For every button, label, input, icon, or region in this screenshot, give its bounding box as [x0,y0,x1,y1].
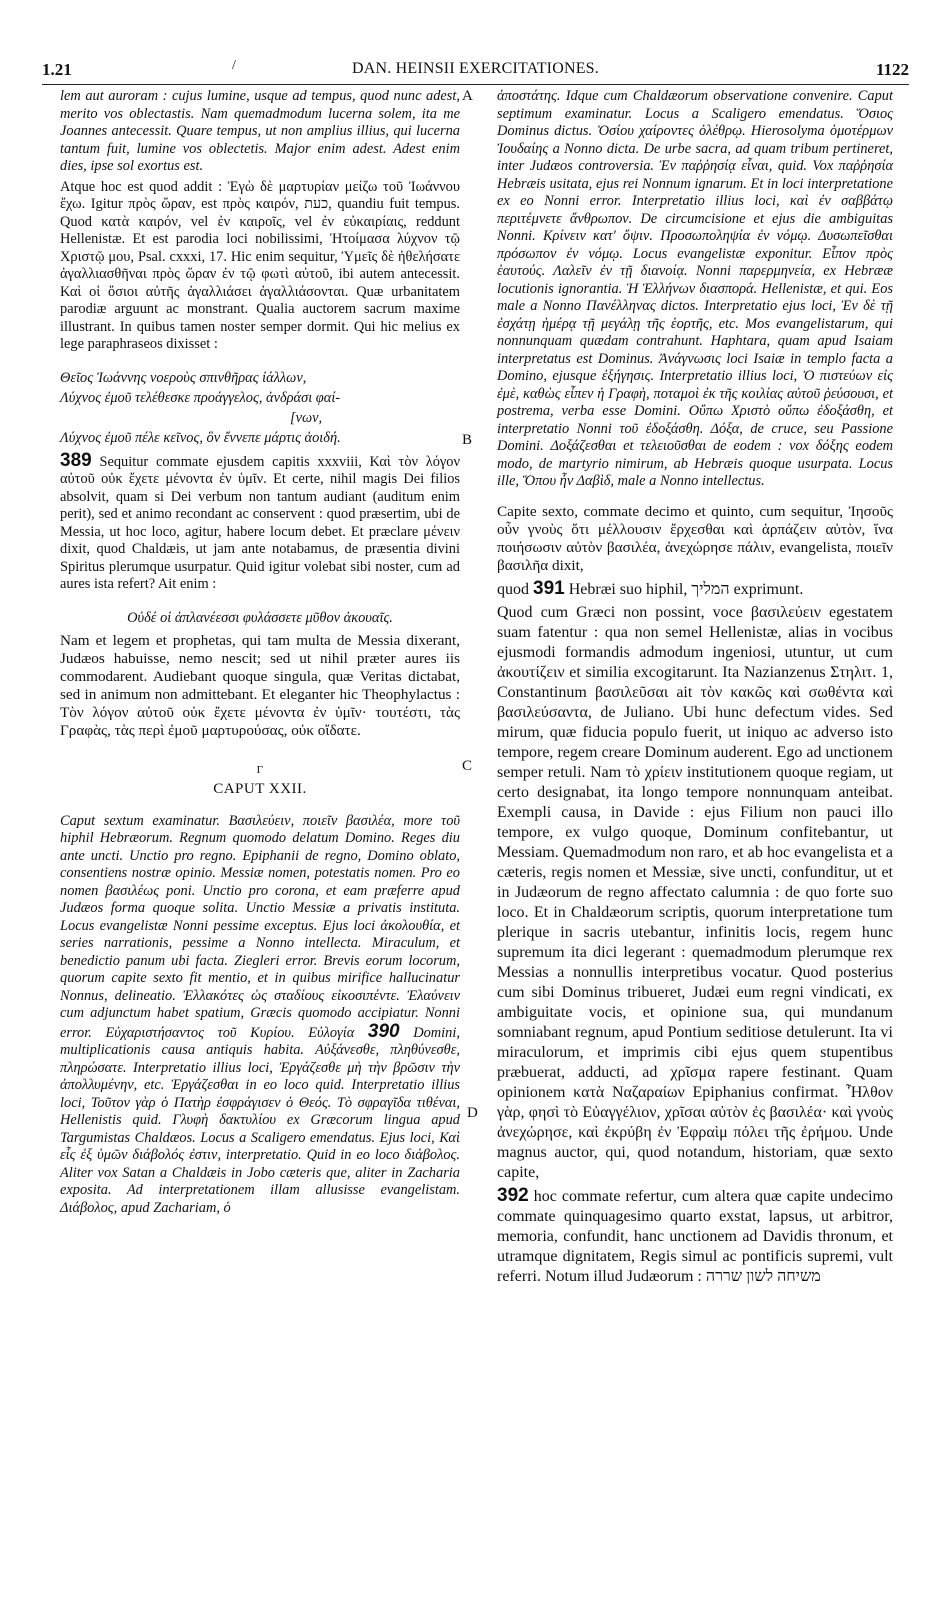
left-column [60,88,460,1217]
right-column [497,88,893,1287]
left-column-number: 1.21 [42,60,72,79]
section-marker-b: B [462,432,473,448]
tick-mark: / [232,58,236,73]
paragraph: Nam et legem et prophetas, qui tam multa de Messia dixerant, Judæos habuisse, nemo nescit; sed ut nihil præter aures iis commodarent. Audiebant quoque singula, quæ Veritas dictabat, sed in animum non admittebant. Et eleganter hic Theophylactus : Τὸν λόγον αὐτοῦ οὐκ ἔχετε μένοντα ἐν ὑμῖν· τουτέστι, τὰς Γραφὰς, τὰς περὶ ἐμοῦ μαρτυρούσας, οὐκ οἴδατε. [60,631,460,739]
paragraph: lem aut auroram : cujus lumine, usque ad tempus, quod nunc adest, merito vos oblectastis. Nam quemadmodum lucerna solem, ita me Joannes antecessit. Quare tempus, ut non amplius illius, qui lucerna tantum fuit, lumine vos oblectetis. Major enim adest. Adest enim dies, ipse sol exortus est. [60,88,460,174]
chapter-mark: Γ [256,763,264,776]
margin-number: 391 [533,577,565,599]
paragraph: Capite sexto, commate decimo et quinto, cum sequitur, Ἰησοῦς οὖν γνοὺς ὅτι μέλλουσιν ἔρχεσθαι καὶ ἁρπάζειν αὐτὸν, ἵνα ποιήσωσιν αὐτὸν βασιλέα, ἀνεχώρησε πάλιν, evangelista, ποιεῖν βασιλῆα dixit, [497,502,893,574]
margin-number: 389 [60,449,92,471]
chapter-heading [60,762,460,799]
section-marker-d: D [467,1105,478,1121]
paragraph: Sequitur commate ejusdem capitis xxxviii, Καὶ τὸν λόγον αὐτοῦ οὐκ ἔχετε μένοντα ἐν ὑμῖν. Et certe, nihil magis Dei filios absolvit, quam si Dei verbum non tantum audiant (auditum enim perit), sed et animo recondant ac conservent : quod præsertim, ubi de Messia, ut hoc loco, agitur, habere locum debet. Et præclare μένειν dixit, quod Chaldæis, ut jam ante notabamus, de præsentia divini Spiritus plerumque usurpatur. Quid igitur volebat sibi noster, cum ad aures ista refert? Ait enim : [60,453,460,592]
section-marker-a: A [462,88,473,104]
chapter-summary-continued: ἀποστάτης. Idque cum Chaldæorum observatione convenire. Caput septimum examinatur. Locus a Scaligero emendatus. Ὅσιος Dominus dictus. Ὁσίου χαίροντες ὀλέθρῳ. Hierosolyma ὁμοτέρμων Ἰουδαίης a Nonno dicta. De urbe sacra, ad quam tribum pertineret, inter Judæos controversia. Ἐν παῤῥησίᾳ εἶναι, quid. Vox παῤῥησία Hebræis usitata, ejus rei Nonnum ignarum. Et in loci interpretatione ex eo Nonni error. Interpretatio illius loci, καὶ ἐν σαββάτῳ περιτέμνετε ἄνθρωπον. De circumcisione et ejus die ambiguitas Nonni. Κρίνειν κατ' ὄψιν. Προσωποληψία ἐν νόμῳ. Δυσωπεῖσθαι πρόσωπον ἐν νόμῳ. Locus evangelistæ exponitur. Εἶπον πρὸς ἑαυτούς. Λαλεῖν ἐν τῇ διανοίᾳ. Nonni παρερμηνεία, ex Hebrææ locutionis ignorantia. Ἡ Ἑλλήνων διασπορά. Hellenistæ, et qui. Eos male a Nonno Πανέλληνας dictos. Interpretatio ejus loci, Ἐν δὲ τῇ ἐσχάτῃ ἡμέρᾳ τῇ μεγάλῃ τῆς ἑορτῆς, etc. Mos evangelistarum, qui nonnunquam quædam contrahunt. Haphtara, quam apud Isaiam interpretatus est Dominus. Ἀνάγνωσις loci Isaiæ in templo facta a Domino, ejusque ἐξήγησις. Interpretatio illius loci, Ὁ πιστεύων εἰς ἐμὲ, καθὼς εἶπεν ἡ Γραφὴ, ποταμοὶ ἐκ τῆς κοιλίας αὐτοῦ ῥεύσουσι, et postrema, verba esse Domini. Οὔπω Χριστὸ οὔπω ἐδοξάσθη, et interpretatio Nonni τοῦ ἐδοξάσθη. Δόξα, de cruce, seu Passione Domini. Δοξάζεσθαι et τελειοῦσθαι de eodem : vox δόξης eodem modo, de martyrio nimirum, ab Hebræis quoque usurpata. Locus ille, Ὅπου ἦν Δαβὶδ, male a Nonno intellectus. [497,88,893,489]
margin-number: 392 [497,1184,529,1206]
running-header [42,58,909,84]
right-column-number: 1122 [875,60,909,79]
paragraph: Quod cum Græci non possint, voce βασιλεύειν egestatem suam fatentur : qua non semel Hellenistæ, alias in vocibus ejusmodi formandis admodum ingeniosi, utuntur, ut cum ἀκουτίζειν et similia excogitarunt. Ita Nazianzenus Στηλιτ. 1, Constantinum βασιλεῦσαι ait τὸν κακῶς καὶ σωθέντα καὶ βασιλεύσαντα, de Juliano. Ubi hunc defectum vides. Sed mirum, quæ fiducia populo fuerit, ut iniquo ac adverso isto tempore, regem creare Dominum auderent. Ego ad unctionem semper retuli. Nam τὸ χρίειν institutionem quoque regiam, ut certo designabat, ita longo tempore nonnunquam anteibat. Exempli causa, in Davide : ejus Filium non pauci illo tempore, ex vulgo quoque, Dominum confitebantur, ut Messiam. Quemadmodum non raro, et ab hoc evangelista et a cæteris, regis nomen et Messiæ, sive uncti, confunditur, ut et in Judæorum de regno affectato calumnia : de quo forte suo loco. Et in Chaldæorum scriptis, quorum interpretatione tum plerique in sacris utebantur, infinitis locis, regem hunc supremum ita dici legerant : quemadmodum plerumque rex Messias a nonnullis interpretibus vocatur. Quod posterius cum sibi Dominus tribueret, Judæi eum regni vindicati, ex ambiguitate vocis, et opinione sua, qui mundanum somniabant regnum, apud Pontium seditiose detulerunt. Ita vi miraculorum, et imprimis cibi ejus quem stupentibus præbuerat, adducti, ad χρῖσμα rapere festinant. Quam opinionem κατὰ Ναζαραίων Epiphanius confirmat. Ἦλθον γὰρ, φησὶ τὸ Εὐαγγέλιον, χρῖσαι αὐτὸν ἐς βασιλέα· καὶ γνοὺς ἀνεχώρησε, καὶ ἐκρύβη ἐν Ἐφραὶμ πόλει τῆς ἐρήμου. Unde magnus auctor, qui, quod notandum, historiam, quæ sexto capite, [497,603,893,1181]
summary-text: Caput sextum examinatur. Βασιλεύειν, ποιεῖν βασιλέα, more τοῦ hiphil Hebræorum. Regnum quomodo delatum Domino. Reges diu ante uncti. Unctio pro regno. Epiphanii de regno, Domino oblato, consentiens nostræ opinio. Messiæ nomen, potestatis nomen. Pro eo nomen βασιλέως poni. Unctio pro corona, et eam præferre apud Judæos forma quoque solita. Unctio Messiæ a privatis instituta. Locus evangelistæ Nonni pessime exceptus. Ejus loci ἀκολουθία, et series narrationis, pessime a Nonno intellecta. Miraculum, et benedictio panum ubi facta. Ziegleri error. Brevis eorum locorum, quorum capite sexto fit mentio, et in quibus mirifice hallucinatur Nonnus, delineatio. Ἐλλακότες ὡς σταδίους εἰκοσιπέντε. Ἐλαύνειν cum adjunctum habet spatium, Græcis quomodo accipiatur. Nonni error. Εὐχαριστήσαντος τοῦ Κυρίου. Εὐλογία [60,812,460,1041]
verse-line: Οὐδέ οἱ ἀπλανέεσσι φυλάσσετε μῦθον ἀκουαῖς. [127,609,393,626]
margin-number: 390 [367,1020,400,1042]
verse-line: Θεῖος Ἰωάννης νοεροὺς σπινθῆρας ἰάλλων, [60,369,307,386]
running-title: DAN. HEINSII EXERCITATIONES. [352,60,599,77]
summary-text: Domini, multiplicationis causa antiquis habita. Αὐξάνεσθε, πληθύνεσθε, πληρώσατε. Interpretatio illius loci, Ἐργάζεσθε μὴ τὴν βρῶσιν τὴν ἀπολλυμένην, etc. Ἐργάζεσθαι in eo loco quid. Interpretatio illius loci, Τοῦτον γὰρ ὁ Πατὴρ ἐσφράγισεν ὁ Θεός. Τὸ σφραγῖδα τιθέναι, Hellenistis quid. Γλυφὴ δακτυλίου ex Græcorum lingua apud Targumistas Chaldæos. Locus a Scaligero emendatus. Ejus loci, Καὶ εἷς ἐξ ὑμῶν διάβολός ἐστιν, interpretatio. Quid in eo loco διάβολος. Aliter vox Satan a Chaldæis in Jobo cæteris que, aliter in Zacharia exposita. Ad interpretationem illam allusisse evangelistam. Διάβολος, apud Zachariam, ὁ [60,1024,460,1216]
paragraph-text: Hebræi suo hiphil, המליך exprimunt. [568,580,804,598]
chapter-summary [60,813,460,1218]
header-rule [42,84,909,85]
chapter-title: CAPUT XXII. [213,781,307,797]
paragraph: Atque hoc est quod addit : Ἐγὼ δὲ μαρτυρίαν μείζω τοῦ Ἰωάννου ἔχω. Igitur πρὸς ὥραν, est πρὸς καιρόν, כעת, quandiu fuit tempus. Quod κατὰ καιρόν, vel ἐν καιροῖς, vel ἐν εὐκαιρίαις, reddunt Hellenistæ. Et est parodia loci nobilissimi, Ἡτοίμασα λύχνον τῷ Χριστῷ μου, Psal. cxxxi, 17. Hic enim sequitur, Ὑμεῖς δὲ ἠθελήσατε ἀγαλλιασθῆναι πρὸς ὥραν ἐν τῷ φωτὶ αὐτοῦ, ibi autem antecessit. Καὶ οἱ ὅσιοι αὐτῆς ἀγαλλιάσει ἀγαλλιάσονται. Quæ urbanitatem parodiæ arguunt ac monstrant. Qualia auctorem sacrum maxime illustrant. In quibus tamen noster semper dormit. Qui hic melius ex lege paraphraseos dixisset : [60,178,460,352]
paragraph-text: quod [497,580,529,598]
verse-quotation [60,368,460,448]
verse-line: [νων, [290,409,323,426]
verse-line: Λύχνος ἐμοῦ πέλε κεῖνος, ὃν ἔννεπε μάρτις ἀοιδή. [60,429,341,446]
section-marker-c: C [462,758,473,774]
paragraph-text: hoc commate refertur, cum altera quæ capite undecimo commate quinquagesimo quarto exstat, lapsus, ut arbitror, memoria, confundit, hanc unctionem ad Davidis thronum, et utramque dignitatem, Regis simul ac pontificis supremi, vult referri. Notum illud Judæorum : משיחה לשון שררה [497,1187,894,1285]
verse-line: Λύχνος ἐμοῦ τελέθεσκε προάγγελος, ἀνδράσι φαί- [60,389,341,406]
